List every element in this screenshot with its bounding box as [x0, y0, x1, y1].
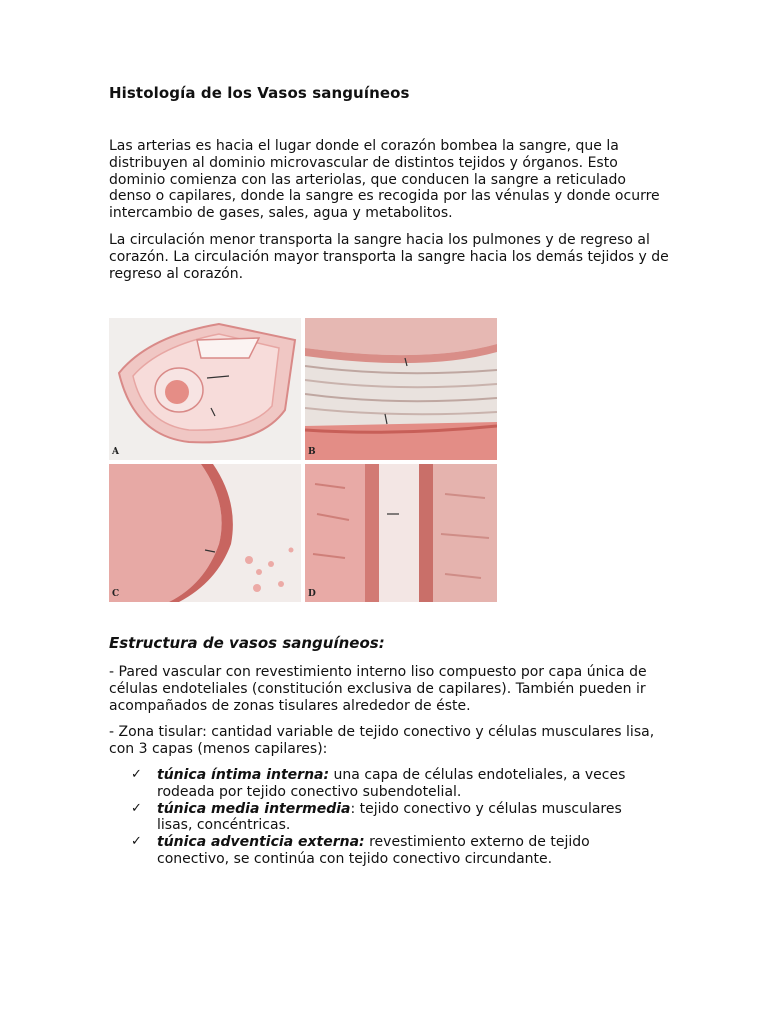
list-item	[131, 801, 651, 835]
section-heading: Estructura de vasos sanguíneos:	[109, 634, 385, 652]
paragraph-arteries: Las arterias es hacia el lugar donde el corazón bombea la sangre, que la distribuyen al dominio microvascular de distintos tejidos y órganos. Esto dominio comienza con las arteriolas, que conducen la sangre a reticulado denso o capilares, donde la sangre es recogida por las vénulas y donde ocurre intercambio de gases, sales, agua y metabolitos.	[109, 138, 660, 222]
histology-panel-c	[109, 464, 301, 602]
histology-panel-b	[305, 318, 497, 460]
checkmark-icon: ✓	[131, 767, 142, 782]
panel-letter-c: C	[112, 589, 120, 599]
list-item-text: : tejido conectivo y células musculares lisas, concéntricas.	[157, 800, 622, 834]
panel-letter-b: B	[308, 447, 316, 457]
vessel-section-image-d	[305, 464, 497, 602]
histology-panel-a	[109, 318, 301, 460]
paragraph-circulation: La circulación menor transporta la sangre hacia los pulmones y de regreso al corazón. La circulación mayor transporta la sangre hacia los demás tejidos y de regreso al corazón.	[109, 232, 669, 282]
list-item-text: una capa de células endoteliales, a veces rodeada por tejido conectivo subendotelial.	[157, 767, 626, 800]
list-item	[131, 767, 651, 801]
document-title: Histología de los Vasos sanguíneos	[109, 84, 410, 102]
vessel-section-image-b	[305, 318, 497, 460]
list-item-text: revestimiento externo de tejido conectivo, se continúa con tejido conectivo circundante.	[157, 834, 590, 867]
list-item-term: túnica media intermedia	[157, 800, 351, 817]
histology-panel-d	[305, 464, 497, 602]
list-item-term: túnica adventicia externa:	[157, 834, 365, 851]
list-item-term: túnica íntima interna:	[157, 767, 330, 783]
checkmark-icon: ✓	[131, 800, 142, 816]
panel-letter-a: A	[112, 447, 119, 457]
tunica-checklist	[131, 767, 651, 868]
vessel-section-image-c	[109, 464, 301, 602]
checkmark-icon: ✓	[131, 834, 142, 850]
vessel-section-image-a	[109, 318, 301, 460]
paragraph-vascular-wall: - Pared vascular con revestimiento interno liso compuesto por capa única de células endoteliales (constitución exclusiva de capilares). También pueden ir acompañados de zonas tisulares alrededor de éste.	[109, 664, 647, 714]
paragraph-tissue-zone: - Zona tisular: cantidad variable de tejido conectivo y células musculares lisa, con 3 capas (menos capilares):	[109, 724, 655, 757]
histology-figure	[109, 318, 497, 602]
panel-letter-d: D	[308, 589, 316, 599]
list-item	[131, 834, 651, 868]
